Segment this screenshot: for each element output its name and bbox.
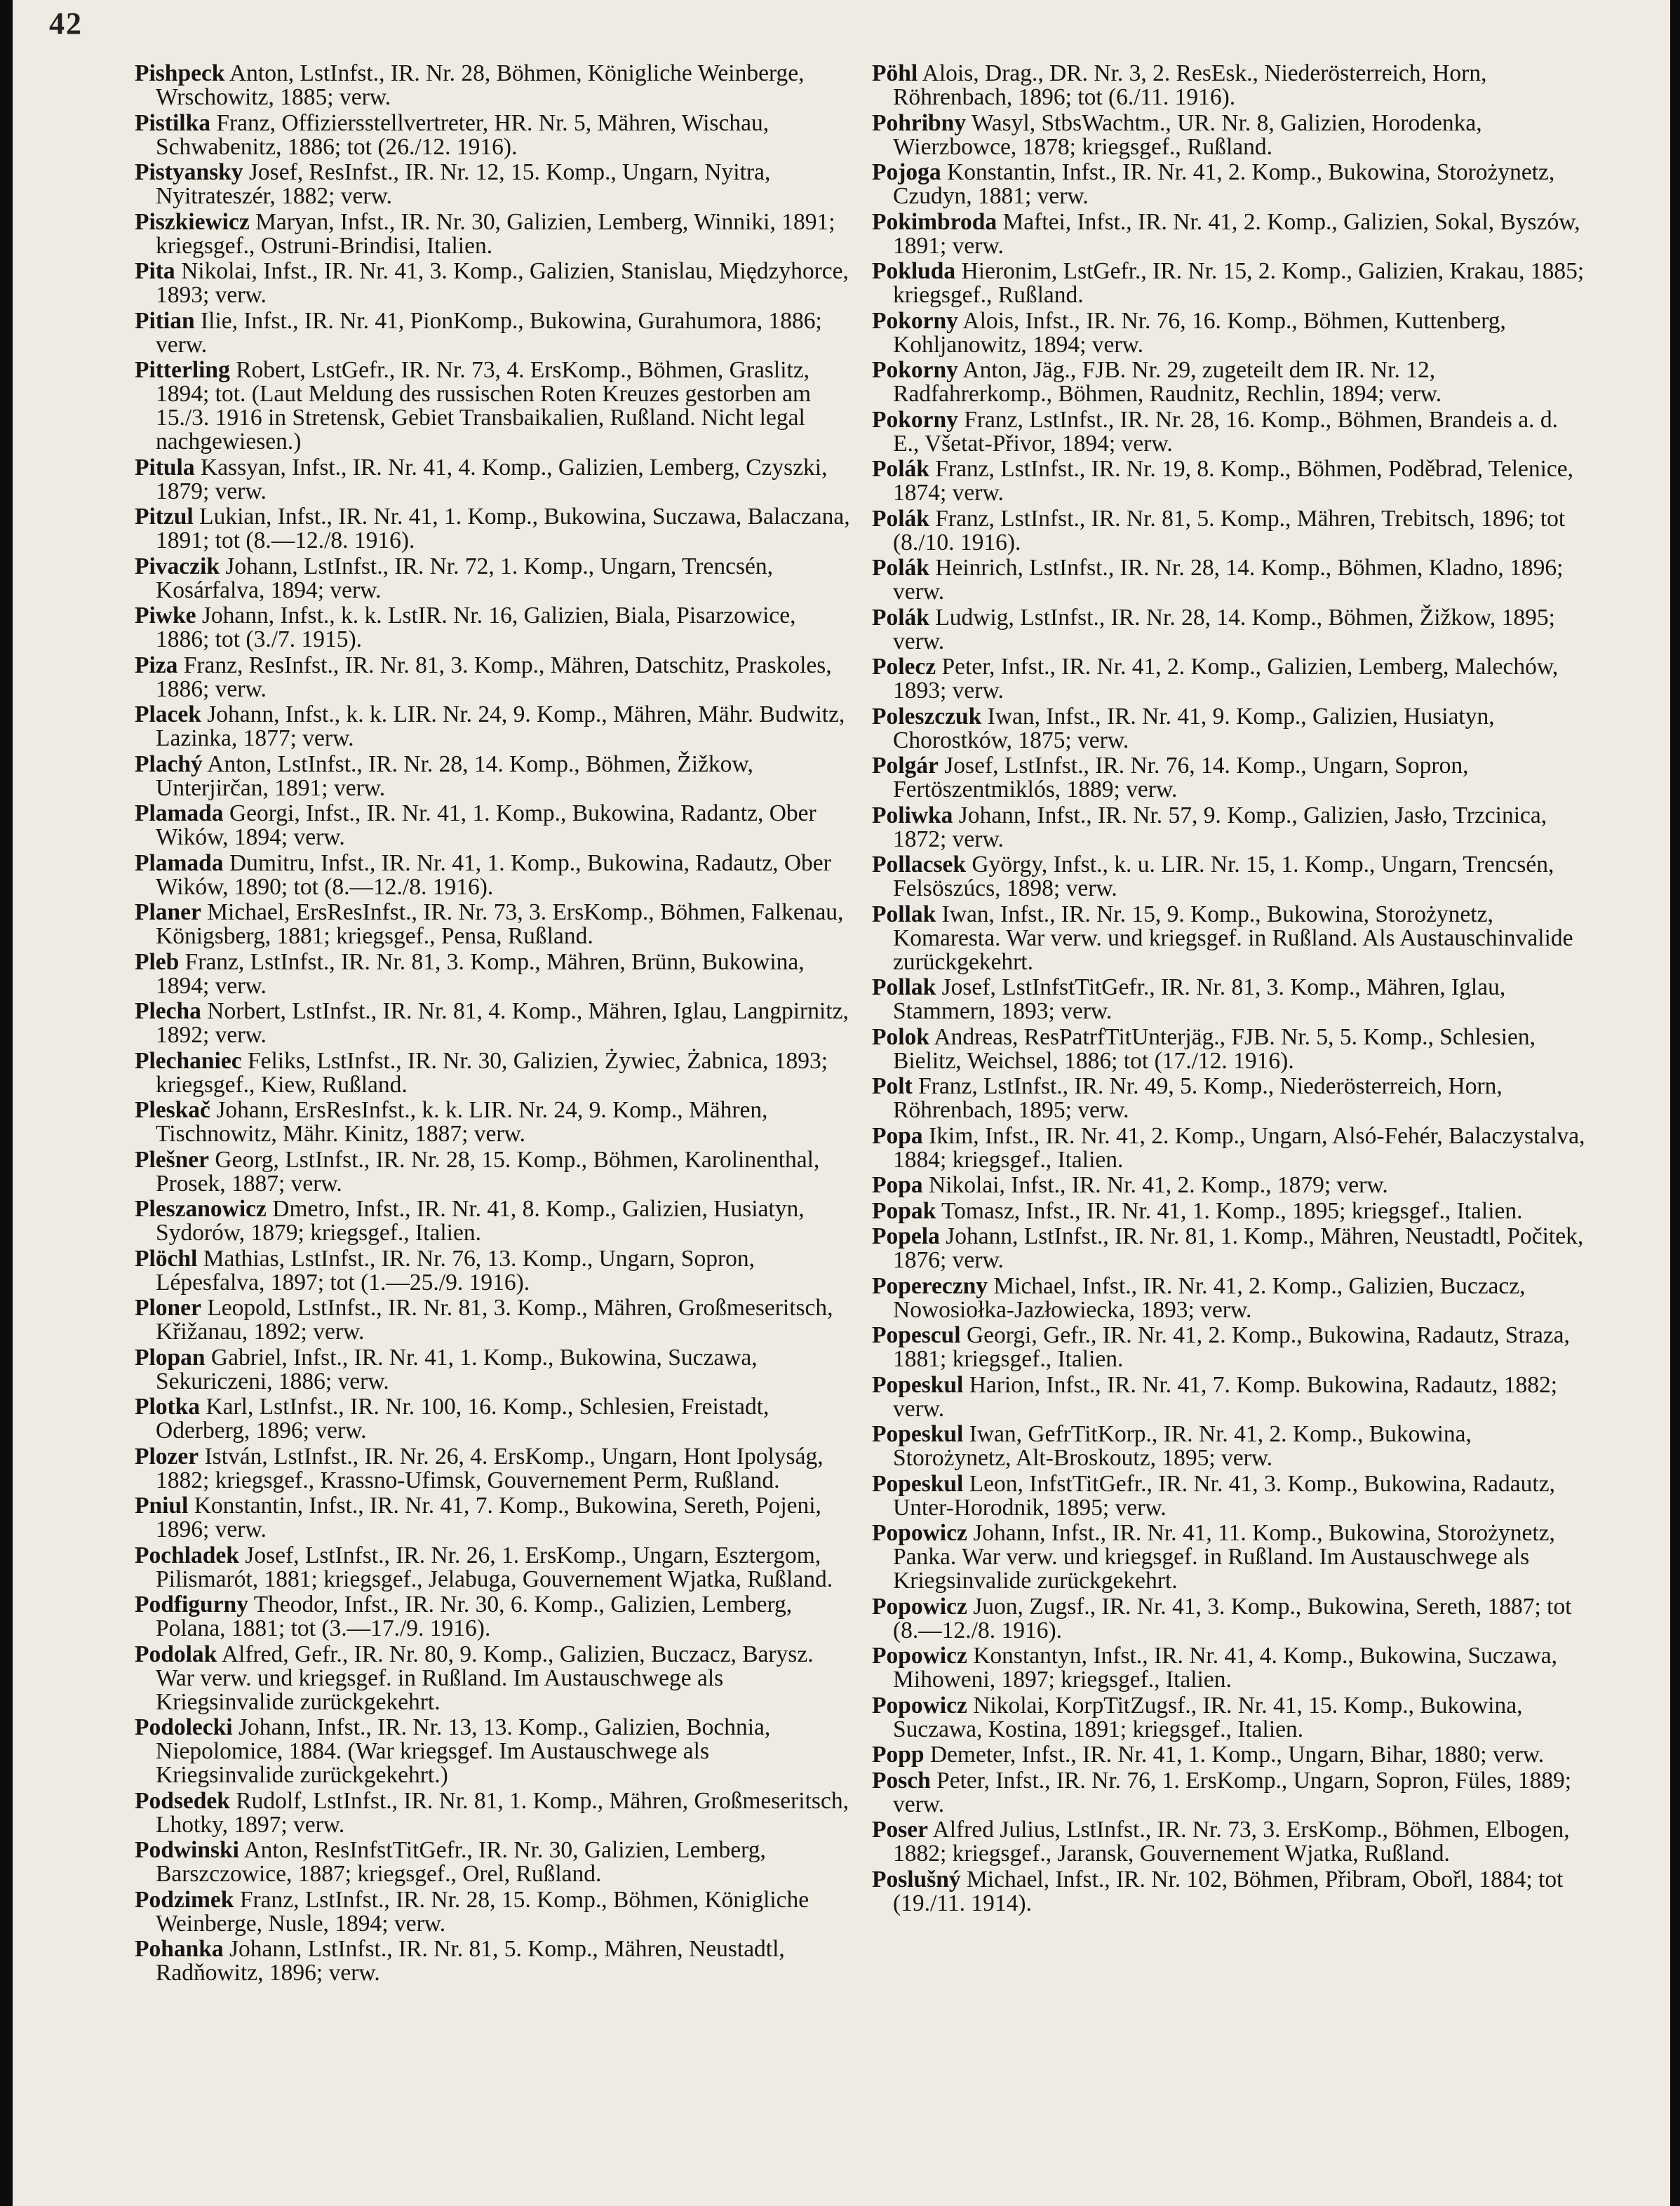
entry-surname: Popa [872, 1122, 923, 1149]
entry-surname: Popeskul [872, 1371, 964, 1398]
list-item [872, 754, 1587, 802]
entry-details: Johann, LstInfst., IR. Nr. 81, 1. Komp., Mähren, Neustadtl, Počitek, 1876; verw. [893, 1223, 1584, 1273]
entry-details: Maftei, Infst., IR. Nr. 41, 2. Komp., Galizien, Sokal, Byszów, 1891; verw. [893, 208, 1580, 259]
entry-surname: Popowicz [872, 1520, 967, 1546]
entry-details: Michael, Infst., IR. Nr. 41, 2. Komp., Galizien, Buczacz, Nowosiołka-Jazłowiecka, 1893; verw. [893, 1272, 1526, 1323]
entry-surname: Polecz [872, 654, 936, 680]
entry-surname: Popowicz [872, 1692, 967, 1719]
list-item [135, 1716, 850, 1787]
list-item [135, 802, 850, 849]
list-item [872, 1769, 1587, 1817]
entry-details: Johann, Infst., k. k. LstIR. Nr. 16, Galizien, Biala, Pisarzowice, 1886; tot (3./7. 1915). [156, 603, 796, 652]
entry-details: Georg, LstInfst., IR. Nr. 28, 15. Komp., Böhmen, Karolinenthal, Prosek, 1887; verw. [156, 1146, 820, 1197]
entry-surname: Podwinski [135, 1837, 239, 1863]
scan-edge-right [1670, 0, 1680, 2206]
entry-surname: Pöhl [872, 60, 918, 86]
entry-surname: Polt [872, 1073, 913, 1099]
entry-details: Michael, ErsResInfst., IR. Nr. 73, 3. ErsKomp., Böhmen, Falkenau, Königsberg, 1881; kriegsgef., Pensa, Rußland. [156, 899, 844, 949]
list-item [135, 260, 850, 307]
entry-details: Leopold, LstInfst., IR. Nr. 81, 3. Komp., Mähren, Großmeseritsch, Křižanau, 1892; verw. [156, 1295, 833, 1345]
entry-surname: Plozer [135, 1443, 199, 1469]
list-item [135, 849, 850, 900]
entry-details: Konstantyn, Infst., IR. Nr. 41, 4. Komp., Bukowina, Suczawa, Mihoweni, 1897; kriegsgef., Italien. [893, 1643, 1557, 1693]
entry-surname: Popescul [872, 1322, 961, 1348]
list-item [872, 556, 1587, 604]
entry-details: Johann, Infst., IR. Nr. 13, 13. Komp., Galizien, Bochnia, Niepolomice, 1884. (War kriegsgef. Im Austauschwege als Kriegsinvalide zurückgekehrt.) [156, 1714, 771, 1788]
scan-edge-left [0, 0, 13, 2206]
entry-surname: Polák [872, 555, 929, 581]
entry-surname: Poliwka [872, 802, 953, 828]
entry-surname: Pollak [872, 901, 936, 927]
list-item [872, 1124, 1587, 1172]
entry-surname: Piza [135, 652, 178, 678]
entry-surname: Pitula [135, 454, 195, 480]
list-item [872, 1743, 1587, 1767]
entry-surname: Pokorny [872, 406, 958, 433]
entry-surname: Plachý [135, 751, 203, 777]
entry-surname: Pitzul [135, 504, 194, 530]
entry-details: Maryan, Infst., IR. Nr. 30, Galizien, Lemberg, Winniki, 1891; kriegsgef., Ostruni-Brindisi, Italien. [156, 208, 835, 259]
list-item [872, 804, 1587, 852]
entry-surname: Pitterling [135, 357, 230, 383]
entry-details: Demeter, Infst., IR. Nr. 41, 1. Komp., Ungarn, Bihar, 1880; verw. [924, 1742, 1545, 1768]
entry-surname: Pleb [135, 948, 180, 975]
entry-surname: Popeskul [872, 1470, 964, 1497]
entry-surname: Pollak [872, 974, 936, 1000]
entry-surname: Podfigurny [135, 1592, 248, 1617]
list-item [135, 505, 850, 553]
list-item [135, 1247, 850, 1295]
list-item [872, 1373, 1587, 1421]
entry-details: Johann, LstInfst., IR. Nr. 72, 1. Komp., Ungarn, Trencsén, Kosárfalva, 1894; verw. [156, 553, 774, 603]
entry-details: Franz, Offiziersstellvertreter, HR. Nr. 5, Mähren, Wischau, Schwabenitz, 1886; tot (26./12. 1916). [156, 109, 770, 160]
entry-surname: Podolecki [135, 1714, 233, 1740]
list-item [135, 358, 850, 454]
entry-details: Iwan, Infst., IR. Nr. 15, 9. Komp., Bukowina, Storożynetz, Komaresta. War verw. und kriegsgef. in Rußland. Als Austauschinvalide zurückgekehrt. [893, 901, 1573, 975]
list-item [135, 1838, 850, 1886]
list-item [872, 260, 1587, 307]
entry-details: Johann, Infst., IR. Nr. 41, 11. Komp., Bukowina, Storożynetz, Panka. War verw. und kriegsgef. in Rußland. Im Austauschwege als Kriegsinvalide zurückgekehrt. [893, 1520, 1555, 1594]
entry-surname: Plecha [135, 998, 201, 1024]
entry-surname: Pita [135, 258, 175, 284]
list-item [135, 901, 850, 948]
entry-surname: Pokorny [872, 307, 958, 334]
entry-details: Anton, Jäg., FJB. Nr. 29, zugeteilt dem IR. Nr. 12, Radfahrerkomp., Böhmen, Raudnitz, Rechlin, 1894; verw. [893, 357, 1442, 407]
entry-details: Alois, Drag., DR. Nr. 3, 2. ResEsk., Niederösterreich, Horn, Röhrenbach, 1896; tot (6./11. 1916). [893, 60, 1487, 110]
entry-details: Andreas, ResPatrfTitUnterjäg., FJB. Nr. 5, 5. Komp., Schlesien, Bielitz, Weichsel, 1886; tot (17./12. 1916). [893, 1023, 1536, 1074]
entry-details: Tomasz, Infst., IR. Nr. 41, 1. Komp., 1895; kriegsgef., Italien. [936, 1197, 1523, 1224]
entry-surname: Pollacsek [872, 852, 966, 877]
list-item [135, 654, 850, 701]
entry-details: Norbert, LstInfst., IR. Nr. 81, 4. Komp., Mähren, Iglau, Langpirnitz, 1892; verw. [156, 998, 849, 1048]
entry-surname: Piwke [135, 603, 196, 628]
list-item [872, 1075, 1587, 1122]
entry-details: Lukian, Infst., IR. Nr. 41, 1. Komp., Bukowina, Suczawa, Balaczana, 1891; tot (8.—12./8. 1916). [156, 504, 850, 553]
entry-surname: Popa [872, 1172, 923, 1198]
entry-surname: Polák [872, 456, 929, 482]
entry-surname: Posch [872, 1767, 931, 1794]
entry-surname: Plöchl [135, 1245, 198, 1272]
entry-surname: Piszkiewicz [135, 208, 250, 235]
entry-details: Feliks, LstInfst., IR. Nr. 30, Galizien, Żywiec, Żabnica, 1893; kriegsgef., Kiew, Rußland. [156, 1047, 828, 1098]
entry-surname: Popereczny [872, 1272, 988, 1299]
entry-surname: Plopan [135, 1344, 206, 1371]
entry-details: Georgi, Infst., IR. Nr. 41, 1. Komp., Bukowina, Radantz, Ober Wików, 1894; verw. [156, 800, 817, 850]
list-item [872, 1472, 1587, 1520]
list-item [135, 1197, 850, 1245]
entry-details: Georgi, Gefr., IR. Nr. 41, 2. Komp., Bukowina, Radautz, Straza, 1881; kriegsgef., Italien. [893, 1322, 1570, 1372]
list-item [135, 210, 850, 258]
entry-details: Franz, LstInfst., IR. Nr. 81, 3. Komp., Mähren, Brünn, Bukowina, 1894; verw. [156, 948, 805, 999]
list-item [872, 1025, 1587, 1073]
entry-surname: Pistyansky [135, 159, 243, 185]
list-item [135, 1049, 850, 1097]
entry-details: Anton, LstInfst., IR. Nr. 28, Böhmen, Königliche Weinberge, Wrschowitz, 1885; verw. [156, 60, 805, 110]
entry-surname: Pokorny [872, 357, 958, 383]
entry-surname: Planer [135, 899, 201, 925]
entry-details: Josef, ResInfst., IR. Nr. 12, 15. Komp., Ungarn, Nyitra, Nyitrateszér, 1882; verw. [156, 159, 771, 209]
list-item [135, 456, 850, 504]
entry-details: Gabriel, Infst., IR. Nr. 41, 1. Komp., Bukowina, Suczawa, Sekuriczeni, 1886; verw. [156, 1344, 758, 1394]
entry-details: Kassyan, Infst., IR. Nr. 41, 4. Komp., Galizien, Lemberg, Czyszki, 1879; verw. [156, 454, 828, 504]
list-item [135, 1296, 850, 1344]
entry-details: Franz, ResInfst., IR. Nr. 81, 3. Komp., Mähren, Datschitz, Praskoles, 1886; verw. [156, 652, 832, 702]
entry-surname: Plamada [135, 849, 224, 876]
list-item [135, 753, 850, 800]
list-item [872, 457, 1587, 505]
list-item [135, 1544, 850, 1592]
entry-surname: Poslušný [872, 1866, 961, 1892]
entry-details: György, Infst., k. u. LIR. Nr. 15, 1. Komp., Ungarn, Trencsén, Felsöszúcs, 1898; verw. [893, 852, 1554, 901]
list-item [135, 1098, 850, 1146]
entry-surname: Pokluda [872, 258, 956, 284]
entry-details: Ludwig, LstInfst., IR. Nr. 28, 14. Komp., Böhmen, Žižkow, 1895; verw. [893, 604, 1555, 654]
list-item [872, 1274, 1587, 1322]
list-item [135, 1937, 850, 1985]
entry-details: Ilie, Infst., IR. Nr. 41, PionKomp., Bukowina, Gurahumora, 1886; verw. [156, 307, 822, 358]
entry-surname: Popowicz [872, 1593, 967, 1620]
entry-surname: Poleszczuk [872, 703, 982, 729]
entry-surname: Podsedek [135, 1787, 230, 1814]
list-item [135, 950, 850, 998]
entry-details: Mathias, LstInfst., IR. Nr. 76, 13. Komp., Ungarn, Sopron, Lépesfalva, 1897; tot (1.—25./9. 1916). [156, 1245, 755, 1296]
list-item [135, 555, 850, 603]
list-item [135, 1000, 850, 1047]
entry-details: Alfred, Gefr., IR. Nr. 80, 9. Komp., Galizien, Buczacz, Barysz. War verw. und kriegsgef. in Rußland. Im Austauschwege als Kriegsinvalide zurückgekehrt. [156, 1641, 814, 1715]
entry-details: Dmetro, Infst., IR. Nr. 41, 8. Komp., Galizien, Husiatyn, Sydorów, 1879; kriegsgef., Italien. [156, 1196, 805, 1246]
list-item [135, 309, 850, 357]
list-item [872, 109, 1587, 160]
entry-details: Nikolai, Infst., IR. Nr. 41, 2. Komp., 1879; verw. [922, 1172, 1388, 1198]
list-item [872, 210, 1587, 258]
entry-details: Robert, LstGefr., IR. Nr. 73, 4. ErsKomp., Böhmen, Graslitz, 1894; tot. (Laut Meldung des russischen Roten Kreuzes gestorben am 15./3. 1916 in Stretensk, Gebiet Transbaikalien, Rußland. Nicht legal nachgewiesen.) [156, 357, 812, 455]
list-item [872, 853, 1587, 901]
list-item [872, 507, 1587, 555]
entry-details: Johann, Infst., IR. Nr. 57, 9. Komp., Galizien, Jasło, Trzcinica, 1872; verw. [893, 802, 1547, 852]
entry-details: Konstantin, Infst., IR. Nr. 41, 2. Komp., Bukowina, Storożynetz, Czudyn, 1881; verw. [893, 159, 1555, 209]
entry-details: Heinrich, LstInfst., IR. Nr. 28, 14. Komp., Böhmen, Kladno, 1896; verw. [893, 555, 1564, 605]
entry-details: Harion, Infst., IR. Nr. 41, 7. Komp. Bukowina, Radautz, 1882; verw. [893, 1371, 1558, 1422]
list-item [872, 1324, 1587, 1371]
entry-surname: Polgár [872, 753, 939, 779]
entry-surname: Pivaczik [135, 553, 220, 579]
list-item [872, 1225, 1587, 1272]
entry-surname: Poser [872, 1817, 928, 1843]
list-item [872, 1818, 1587, 1866]
entry-details: Anton, LstInfst., IR. Nr. 28, 14. Komp., Böhmen, Žižkow, Unterjirčan, 1891; verw. [156, 751, 753, 801]
entry-details: Johann, Infst., k. k. LIR. Nr. 24, 9. Komp., Mähren, Mähr. Budwitz, Lazinka, 1877; verw. [156, 701, 845, 751]
entry-surname: Pitian [135, 307, 195, 334]
list-item [135, 1346, 850, 1394]
list-item [872, 358, 1587, 406]
entry-details: Dumitru, Infst., IR. Nr. 41, 1. Komp., Bukowina, Radautz, Ober Wików, 1890; tot (8.—12./8. 1916). [156, 849, 831, 900]
list-item [135, 1593, 850, 1641]
entry-details: Nikolai, KorpTitZugsf., IR. Nr. 41, 15. Komp., Bukowina, Suczawa, Kostina, 1891; kriegsgef., Italien. [893, 1692, 1523, 1742]
entry-surname: Plotka [135, 1394, 201, 1420]
entry-details: Franz, LstInfst., IR. Nr. 19, 8. Komp., Böhmen, Poděbrad, Telenice, 1874; verw. [893, 456, 1574, 506]
list-item [872, 1521, 1587, 1593]
entry-surname: Popela [872, 1223, 940, 1249]
list-item [872, 655, 1587, 703]
entry-surname: Plechaniec [135, 1047, 242, 1074]
entry-details: Iwan, Infst., IR. Nr. 41, 9. Komp., Galizien, Husiatyn, Chorostków, 1875; verw. [893, 703, 1495, 753]
list-item [135, 1789, 850, 1837]
entry-surname: Pohribny [872, 109, 967, 136]
entry-surname: Pistilka [135, 109, 210, 136]
list-item [135, 1445, 850, 1493]
list-item [872, 1694, 1587, 1742]
entry-surname: Popeskul [872, 1421, 964, 1447]
page-number: 42 [49, 6, 83, 41]
entry-surname: Ploner [135, 1295, 201, 1321]
entry-details: Konstantin, Infst., IR. Nr. 41, 7. Komp., Bukowina, Sereth, Pojeni, 1896; verw. [156, 1493, 821, 1542]
entry-details: Rudolf, LstInfst., IR. Nr. 81, 1. Komp., Mähren, Großmeseritsch, Lhotky, 1897; verw. [156, 1787, 849, 1838]
list-item [872, 606, 1587, 654]
list-item [135, 1148, 850, 1196]
entry-details: Hieronim, LstGefr., IR. Nr. 15, 2. Komp., Galizien, Krakau, 1885; kriegsgef., Rußland. [893, 258, 1585, 308]
entry-surname: Polák [872, 505, 929, 532]
entry-details: Alois, Infst., IR. Nr. 76, 16. Komp., Böhmen, Kuttenberg, Kohljanowitz, 1894; verw. [893, 307, 1506, 358]
entry-surname: Pohanka [135, 1936, 224, 1962]
right-column [872, 62, 1587, 1917]
entry-details: Alfred Julius, LstInfst., IR. Nr. 73, 3. ErsKomp., Böhmen, Elbogen, 1882; kriegsgef., Jaransk, Gouvernement Wjatka, Rußland. [893, 1817, 1570, 1867]
entry-surname: Plešner [135, 1146, 210, 1173]
list-item [872, 1173, 1587, 1197]
entry-surname: Podzimek [135, 1886, 234, 1913]
list-item [872, 1868, 1587, 1916]
list-item [135, 1888, 850, 1936]
entry-details: Franz, LstInfst., IR. Nr. 49, 5. Komp., Niederösterreich, Horn, Röhrenbach, 1895; verw. [893, 1073, 1503, 1123]
entry-details: Ikim, Infst., IR. Nr. 41, 2. Komp., Ungarn, Alsó-Fehér, Balaczystalva, 1884; kriegsgef., Italien. [893, 1122, 1585, 1173]
list-item [872, 309, 1587, 357]
list-item [872, 1423, 1587, 1470]
list-item [135, 1395, 850, 1443]
list-item [872, 1644, 1587, 1692]
entry-details: Franz, LstInfst., IR. Nr. 28, 15. Komp., Böhmen, Königliche Weinberge, Nusle, 1894; verw. [156, 1886, 809, 1937]
entry-details: Wasyl, StbsWachtm., UR. Nr. 8, Galizien, Horodenka, Wierzbowce, 1878; kriegsgef., Rußland. [893, 109, 1482, 160]
list-item [872, 161, 1587, 208]
list-item [135, 161, 850, 208]
list-item [872, 408, 1587, 456]
entry-surname: Popak [872, 1197, 936, 1224]
entry-surname: Placek [135, 701, 201, 727]
list-item [135, 109, 850, 160]
entry-details: Josef, LstInfstTitGefr., IR. Nr. 81, 3. Komp., Mähren, Iglau, Stammern, 1893; verw. [893, 974, 1506, 1024]
entry-details: Johann, ErsResInfst., k. k. LIR. Nr. 24, 9. Komp., Mähren, Tischnowitz, Mähr. Kinitz, 1887; verw. [156, 1097, 768, 1147]
entry-details: Peter, Infst., IR. Nr. 76, 1. ErsKomp., Ungarn, Sopron, Füles, 1889; verw. [893, 1767, 1572, 1817]
list-item [872, 62, 1587, 109]
entry-surname: Pochladek [135, 1542, 239, 1568]
entry-details: Nikolai, Infst., IR. Nr. 41, 3. Komp., Galizien, Stanislau, Międzyhorce, 1893; verw. [156, 258, 849, 308]
entry-surname: Podolak [135, 1641, 217, 1667]
entry-details: Iwan, GefrTitKorp., IR. Nr. 41, 2. Komp., Bukowina, Storożynetz, Alt-Broskoutz, 1895; verw. [893, 1421, 1472, 1471]
entry-details: Karl, LstInfst., IR. Nr. 100, 16. Komp., Schlesien, Freistadt, Oderberg, 1896; verw. [156, 1394, 770, 1444]
list-item [135, 703, 850, 751]
entry-surname: Pokimbroda [872, 208, 997, 235]
list-item [135, 1643, 850, 1714]
entry-details: Franz, LstInfst., IR. Nr. 81, 5. Komp., Mähren, Trebitsch, 1896; tot (8./10. 1916). [893, 505, 1566, 556]
entry-surname: Pojoga [872, 159, 941, 185]
entry-details: Johann, LstInfst., IR. Nr. 81, 5. Komp., Mähren, Neustadtl, Radňowitz, 1896; verw. [156, 1936, 785, 1986]
entry-surname: Polok [872, 1023, 929, 1050]
entry-details: Leon, InfstTitGefr., IR. Nr. 41, 3. Komp., Bukowina, Radautz, Unter-Horodnik, 1895; verw. [893, 1470, 1555, 1521]
entry-details: Anton, ResInfstTitGefr., IR. Nr. 30, Galizien, Lemberg, Barszczowice, 1887; kriegsgef., Orel, Rußland. [156, 1837, 766, 1887]
entry-details: Michael, Infst., IR. Nr. 102, Böhmen, Přibram, Obořl, 1884; tot (19./11. 1914). [893, 1866, 1564, 1916]
entry-details: Josef, LstInfst., IR. Nr. 26, 1. ErsKomp., Ungarn, Esztergom, Pilismarót, 1881; kriegsgef., Jelabuga, Gouvernement Wjatka, Rußland. [156, 1542, 833, 1592]
entry-surname: Pleszanowicz [135, 1196, 267, 1222]
left-column [135, 62, 850, 1987]
list-item [135, 604, 850, 652]
entry-surname: Plamada [135, 800, 224, 826]
list-item [872, 1199, 1587, 1223]
entry-surname: Pishpeck [135, 60, 225, 86]
entry-surname: Popp [872, 1742, 925, 1768]
entry-details: Josef, LstInfst., IR. Nr. 76, 14. Komp., Ungarn, Sopron, Fertöszentmiklós, 1889; verw. [893, 753, 1469, 802]
entry-details: Theodor, Infst., IR. Nr. 30, 6. Komp., Galizien, Lemberg, Polana, 1881; tot (3.—17./9. 1916). [156, 1592, 793, 1641]
entry-details: István, LstInfst., IR. Nr. 26, 4. ErsKomp., Ungarn, Hont Ipolyság, 1882; kriegsgef., Krassno-Ufimsk, Gouvernement Perm, Rußland. [156, 1443, 824, 1493]
entry-surname: Popowicz [872, 1643, 967, 1669]
list-item [135, 1494, 850, 1542]
list-item [872, 1595, 1587, 1643]
list-item [872, 976, 1587, 1023]
entry-details: Peter, Infst., IR. Nr. 41, 2. Komp., Galizien, Lemberg, Malechów, 1893; verw. [893, 654, 1559, 704]
entry-details: Franz, LstInfst., IR. Nr. 28, 16. Komp., Böhmen, Brandeis a. d. E., Všetat-Přivor, 1894; verw. [893, 406, 1558, 457]
entry-surname: Pleskač [135, 1097, 210, 1123]
entry-details: Juon, Zugsf., IR. Nr. 41, 3. Komp., Bukowina, Sereth, 1887; tot (8.—12./8. 1916). [893, 1593, 1572, 1643]
entry-surname: Pniul [135, 1493, 189, 1519]
list-item [872, 903, 1587, 974]
list-item [872, 705, 1587, 753]
entry-surname: Polák [872, 604, 929, 631]
list-item [135, 62, 850, 109]
